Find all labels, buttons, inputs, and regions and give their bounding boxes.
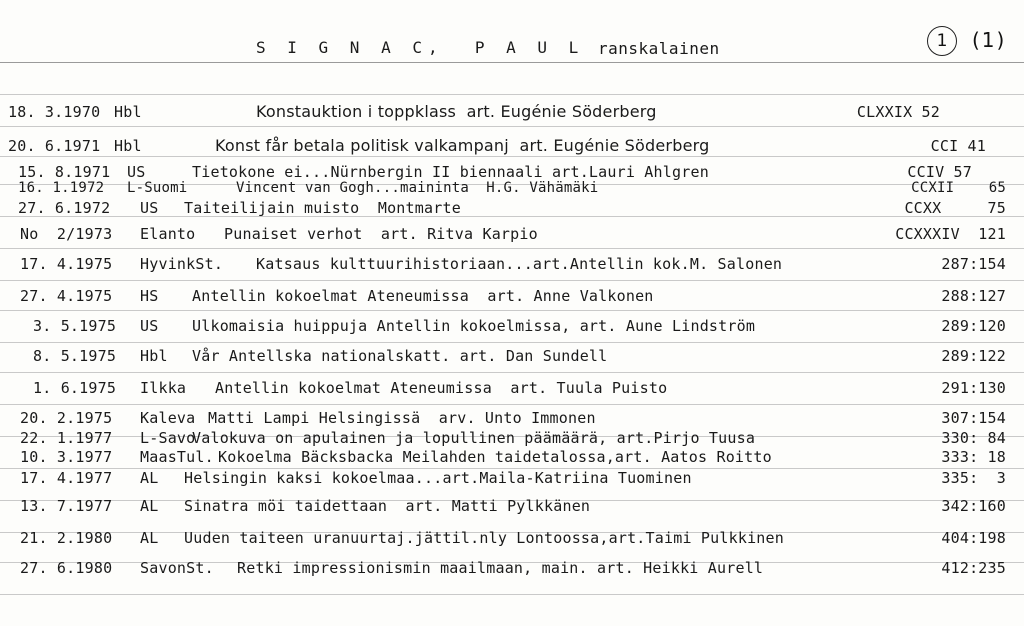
entry-date: 15. 8.1971	[18, 163, 111, 181]
entry-ref: CCXXXIV 121	[895, 225, 1006, 243]
ruled-line	[0, 310, 1024, 311]
entry-date: 27. 6.1972	[18, 199, 111, 217]
entry-ref: 288:127	[941, 287, 1006, 305]
entry-text: Vincent van Gogh...maininta H.G. Vähämäki	[236, 180, 599, 196]
entry-ref: 404:198	[941, 529, 1006, 547]
nationality: ranskalainen	[598, 39, 720, 58]
entry-ref: 412:235	[941, 559, 1006, 577]
entry-source: MaasTul.	[140, 448, 214, 466]
entry-source: Elanto	[140, 225, 196, 243]
entry-date: 17. 4.1975	[20, 255, 113, 273]
ruled-line	[0, 342, 1024, 343]
entry-ref: CCI 41	[930, 137, 986, 155]
ruled-line	[0, 94, 1024, 95]
entry-text: Ulkomaisia huippuja Antellin kokoelmissa, art. Aune Lindström	[192, 317, 756, 335]
entry-text: Antellin kokoelmat Ateneumissa art. Tuula Puisto	[215, 379, 668, 397]
entry-ref: CCXX 75	[904, 199, 1006, 217]
ruled-line	[0, 404, 1024, 405]
entry-ref: 330: 84	[941, 429, 1006, 447]
entry-text: Konstauktion i toppklass art. Eugénie Söderberg	[256, 102, 657, 121]
entry-text: Punaiset verhot art. Ritva Karpio	[224, 225, 538, 243]
entry-date: 20. 6.1971	[8, 137, 101, 155]
entry-date: 27. 4.1975	[20, 287, 113, 305]
entry-date: 27. 6.1980	[20, 559, 113, 577]
circled-card-number	[927, 26, 957, 56]
entry-text: Uuden taiteen uranuurtaj.jättil.nly Lontoossa,art.Taimi Pulkkinen	[184, 529, 784, 547]
entry-source: US	[127, 163, 146, 181]
parenthesized-card-number: (1)	[972, 28, 1007, 52]
entry-ref: 289:120	[941, 317, 1006, 335]
entry-ref: CCIV 57	[907, 163, 972, 181]
ruled-line	[0, 594, 1024, 595]
entry-source: HyvinkSt.	[140, 255, 224, 273]
ruled-line	[0, 156, 1024, 157]
entry-text: Katsaus kulttuurihistoriaan...art.Antellin kok.M. Salonen	[256, 255, 783, 273]
ruled-line	[0, 372, 1024, 373]
entry-text: Tietokone ei...Nürnbergin II biennaali art.Lauri Ahlgren	[192, 163, 709, 181]
entry-date: 13. 7.1977	[20, 497, 113, 515]
entry-source: Hbl	[114, 103, 142, 121]
entry-source: L-Suomi	[127, 180, 188, 196]
entry-text: Retki impressionismin maailmaan, main. art. Heikki Aurell	[237, 559, 764, 577]
entry-date: 20. 2.1975	[20, 409, 113, 427]
ruled-line	[0, 126, 1024, 127]
entry-ref: 289:122	[941, 347, 1006, 365]
entry-date: 21. 2.1980	[20, 529, 113, 547]
entry-ref: CLXXIX 52	[856, 103, 940, 121]
entry-ref: 307:154	[941, 409, 1006, 427]
entry-source: SavonSt.	[140, 559, 214, 577]
entry-source: L-Savo	[140, 429, 196, 447]
entry-date: 8. 5.1975	[33, 347, 117, 365]
entry-date: 10. 3.1977	[20, 448, 113, 466]
header-rule	[0, 62, 1024, 63]
artist-name: S I G N A C, P A U L	[256, 38, 585, 57]
entry-date: 18. 3.1970	[8, 103, 101, 121]
entry-ref: 333: 18	[941, 448, 1006, 466]
entry-text: Helsingin kaksi kokoelmaa...art.Maila-Katriina Tuominen	[184, 469, 692, 487]
entry-text: Matti Lampi Helsingissä arv. Unto Immonen	[208, 409, 596, 427]
entry-source: Hbl	[114, 137, 142, 155]
entry-date: 22. 1.1977	[20, 429, 113, 447]
ruled-line	[0, 248, 1024, 249]
entry-ref: 342:160	[941, 497, 1006, 515]
entry-text: Konst får betala politisk valkampanj art. Eugénie Söderberg	[215, 136, 710, 155]
entry-date: 1. 6.1975	[33, 379, 117, 397]
circled-number-text: 1	[936, 31, 948, 51]
entry-source: AL	[140, 529, 159, 547]
entry-text: Antellin kokoelmat Ateneumissa art. Anne Valkonen	[192, 287, 654, 305]
entry-text: Kokoelma Bäcksbacka Meilahden taidetalossa,art. Aatos Roitto	[218, 448, 772, 466]
entry-date: 16. 1.1972	[18, 180, 105, 196]
entry-date: 3. 5.1975	[33, 317, 117, 335]
entry-text: Sinatra möi taidettaan art. Matti Pylkkänen	[184, 497, 591, 515]
entry-text: Taiteilijain muisto Montmarte	[184, 199, 461, 217]
entry-text: Valokuva on apulainen ja lopullinen päämäärä, art.Pirjo Tuusa	[192, 429, 756, 447]
entry-source: Kaleva	[140, 409, 196, 427]
entry-source: AL	[140, 469, 159, 487]
entry-ref: 291:130	[941, 379, 1006, 397]
entry-source: US	[140, 199, 159, 217]
entry-source: HS	[140, 287, 159, 305]
entry-text: Vår Antellska nationalskatt. art. Dan Sundell	[192, 347, 608, 365]
entry-source: US	[140, 317, 159, 335]
entry-date: No 2/1973	[20, 225, 113, 243]
entry-ref: CCXII 65	[911, 180, 1006, 196]
entry-source: Hbl	[140, 347, 168, 365]
entry-source: Ilkka	[140, 379, 187, 397]
entry-date: 17. 4.1977	[20, 469, 113, 487]
entry-source: AL	[140, 497, 159, 515]
entry-ref: 287:154	[941, 255, 1006, 273]
ruled-line	[0, 280, 1024, 281]
entry-ref: 335: 3	[941, 469, 1006, 487]
